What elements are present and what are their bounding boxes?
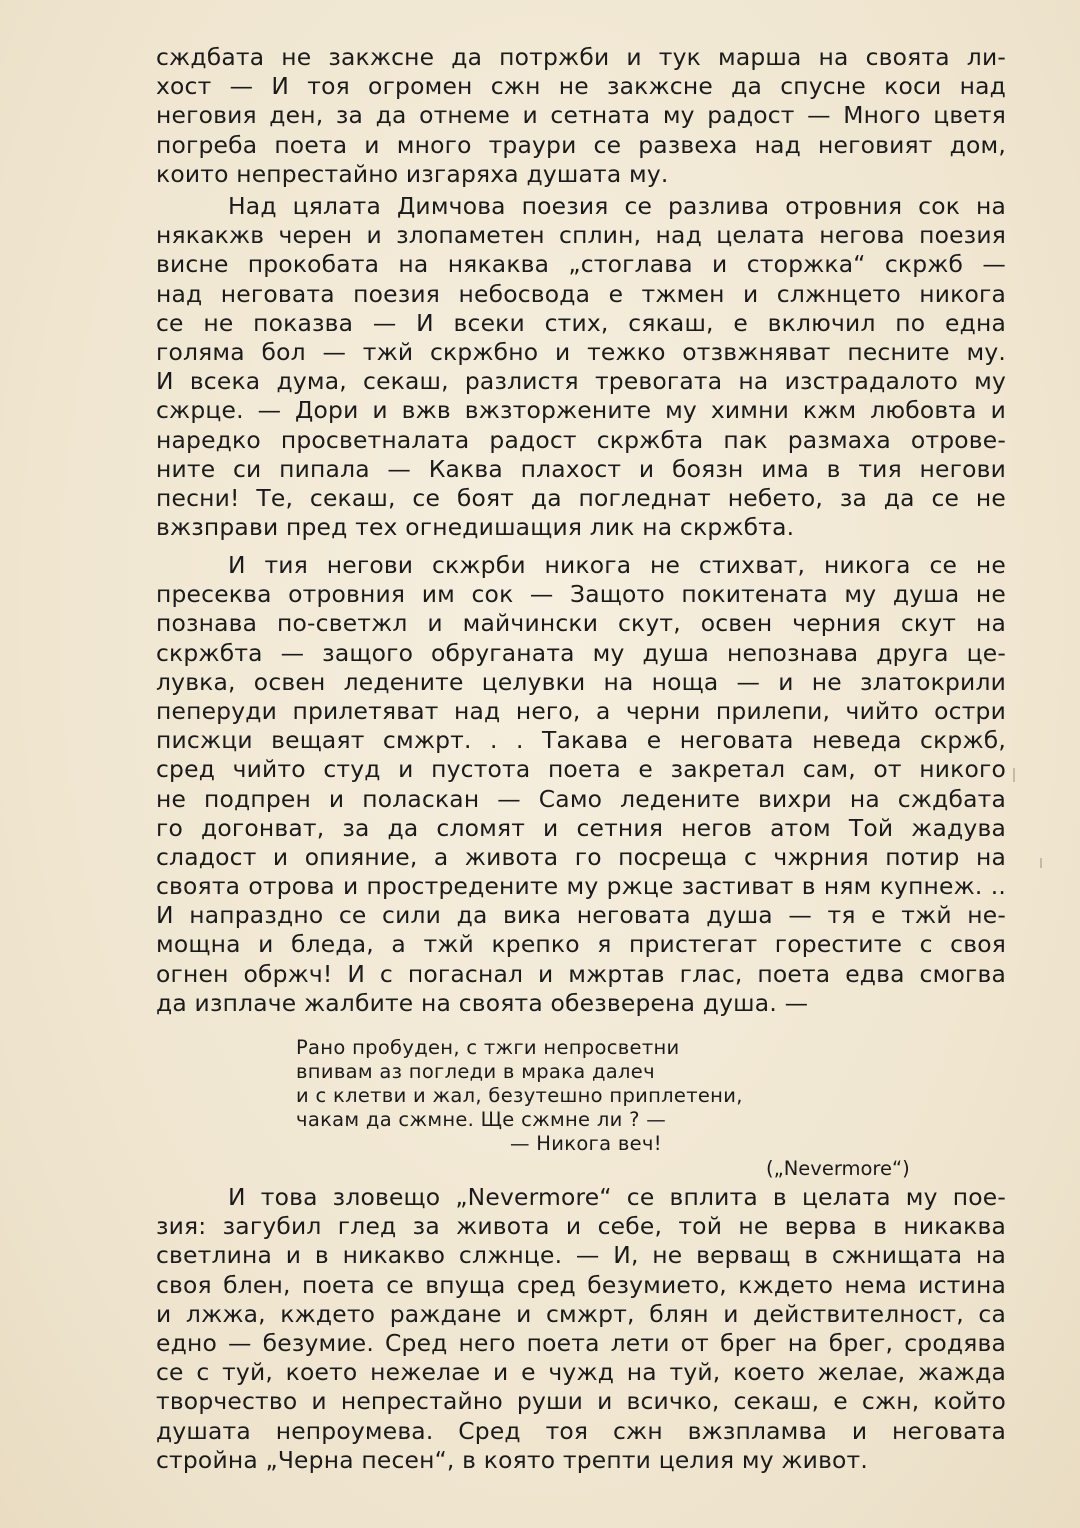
text-line: пеперуди прилетяват над него, а черни прилепи, чийто остри xyxy=(156,696,1006,725)
paper-speck xyxy=(1013,768,1015,782)
text-line: погреба поета и много траури се развеха над неговият дом, xyxy=(156,130,1006,159)
paragraph-3 xyxy=(156,551,1006,1018)
paragraph-4 xyxy=(156,1183,1006,1475)
text-line: сжрце. — Дори и вжв вжзторжените му химни кжм любовта и xyxy=(156,396,1006,425)
paragraph-1 xyxy=(156,43,1006,189)
text-line: мощна и бледа, а тжй крепко я пристегат горестите с своя xyxy=(156,930,1006,959)
text-line: сред чийто студ и пустота поета е закретал сам, от никого xyxy=(156,755,1006,784)
text-line: своя блен, поета се впуща сред безумието, кждето нема истина xyxy=(156,1270,1006,1299)
text-line: сладост и опияние, а живота го посреща с чжрния потир на xyxy=(156,842,1006,871)
text-line: се не показва — И всеки стих, сякаш, е включил по една xyxy=(156,308,1006,337)
text-line: неговия ден, за да отнеме и сетната му радост — Много цветя xyxy=(156,101,1006,130)
text-line: зия: загубил глед за живота и себе, той не верва в никаква xyxy=(156,1212,1006,1241)
poem-line: — Никога веч! xyxy=(510,1132,662,1155)
text-line: огнен обржч! И с погаснал и мжртав глас, поета едва смогва xyxy=(156,959,1006,988)
text-line: Над цялата Димчова поезия се разлива отровния сок на xyxy=(228,192,1006,220)
paper-speck xyxy=(1040,858,1042,868)
text-line: които непрестайно изгаряха душата му. xyxy=(156,159,669,188)
text-line: творчество и непрестайно руши и всичко, секаш, е сжн, който xyxy=(156,1387,1006,1416)
poem-attribution: („Nevermore“) xyxy=(766,1157,910,1180)
poem-quote xyxy=(296,1036,743,1156)
text-line: своята отрова и простредените му ржце застиват в ням купнеж. .. xyxy=(156,872,1006,901)
text-line: не подпрен и поласкан — Само ледените вихри на сждбата xyxy=(156,784,1006,813)
text-line: сждбата не закжсне да потржби и тук марша на своята ли- xyxy=(156,43,1006,71)
text-line: скржбта — защого обруганата му душа непознава друга це- xyxy=(156,638,1006,667)
poem-line: Рано пробуден, с тжги непросветни xyxy=(296,1036,680,1059)
text-line: душата непроумева. Сред тоя сжн вжзпламва и неговата xyxy=(156,1416,1006,1445)
text-line: писжци вещаят смжрт. . . Такава е неговата неведа скржб, xyxy=(156,726,1006,755)
text-line: И това зловещо „Nevermore“ се вплита в целата му пое- xyxy=(228,1183,1006,1211)
text-line: пресеква отровния им сок — Защото покитената му душа не xyxy=(156,580,1006,609)
text-line: голяма бол — тжй скржбно и тежко отзвжняват песните му. xyxy=(156,337,1006,366)
text-line: познава по-светжл и майчински скут, освен черния скут на xyxy=(156,609,1006,638)
text-line: се с туй, което нежелае и е чужд на туй, което желае, жажда xyxy=(156,1358,1006,1387)
poem-line: впивам аз погледи в мрака далеч xyxy=(296,1060,655,1083)
text-line: ните си пипала — Каква плахост и боязн има в тия негови xyxy=(156,454,1006,483)
text-line: и лжжа, кждето раждане и смжрт, блян и действителност, са xyxy=(156,1299,1006,1328)
text-line: някакжв черен и злопаметен сплин, над целата негова поезия xyxy=(156,221,1006,250)
text-line: И всека дума, секаш, разлистя тревогата на изстрадалото му xyxy=(156,367,1006,396)
text-line: едно — безумие. Сред него поета лети от брег на брег, сродява xyxy=(156,1328,1006,1357)
poem-line: и с клетви и жал, безутешно приплетени, xyxy=(296,1084,743,1107)
paragraph-2 xyxy=(156,192,1006,542)
text-line: песни! Те, секаш, се боят да погледнат небето, за да се не xyxy=(156,483,1006,512)
text-line: висне прокобата на някаква „стоглава и сторжка“ скржб — xyxy=(156,250,1006,279)
text-line: стройна „Черна песен“, в която трепти целия му живот. xyxy=(156,1445,869,1474)
text-line: над неговата поезия небосвода е тжмен и слжнцето никога xyxy=(156,279,1006,308)
text-line: светлина и в никакво слжнце. — И, не верващ в сжнищата на xyxy=(156,1241,1006,1270)
text-line: хост — И тоя огромен сжн не закжсне да спусне коси над xyxy=(156,72,1006,101)
text-line: лувка, освен ледените целувки на ноща — и не златокрили xyxy=(156,667,1006,696)
poem-line: чакам да сжмне. Ще сжмне ли ? — xyxy=(296,1108,667,1131)
text-line: вжзправи пред тех огнедишащия лик на скржбта. xyxy=(156,513,795,542)
text-line: го догонват, за да сломят и сетния негов атом Той жадува xyxy=(156,813,1006,842)
text-line: наредко просветналата радост скржбта пак размаха отрове- xyxy=(156,425,1006,454)
text-line: да изплаче жалбите на своята обезверена душа. — xyxy=(156,988,809,1017)
text-line: И напраздно се сили да вика неговата душа — тя е тжй не- xyxy=(156,901,1006,930)
text-line: И тия негови скжрби никога не стихват, никога се не xyxy=(228,551,1006,579)
